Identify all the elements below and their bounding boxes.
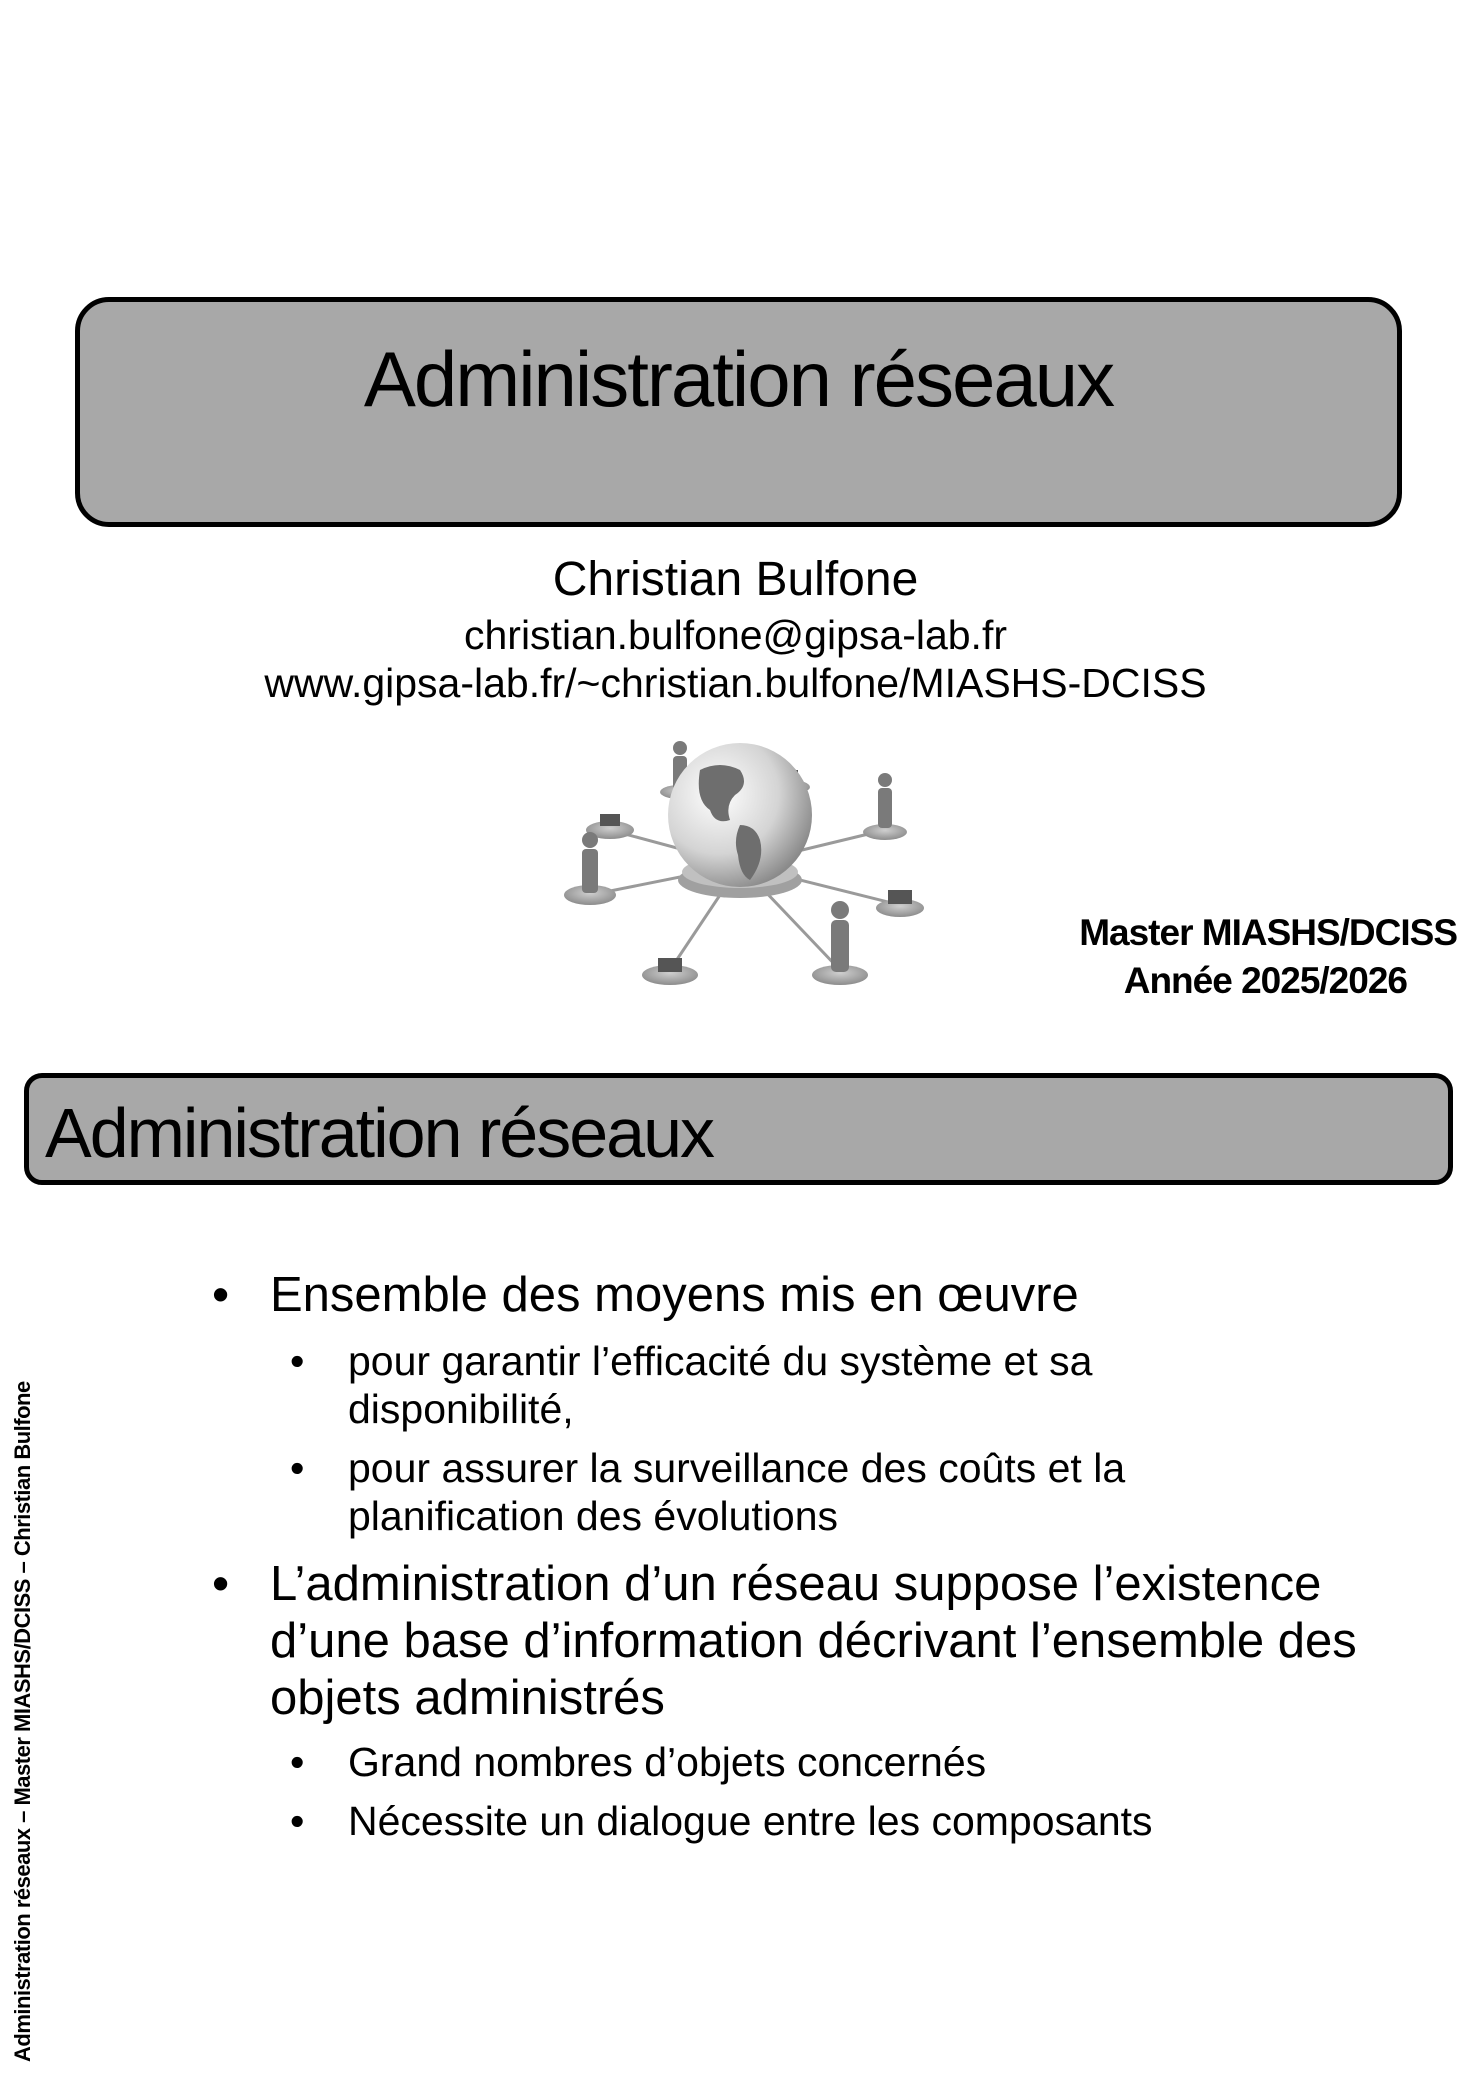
sub-bullet-item: • Grand nombres d’objets concernés xyxy=(348,1738,1298,1786)
sub-bullet-item: • Nécessite un dialogue entre les composants xyxy=(348,1797,1298,1845)
slide1-title-box xyxy=(75,297,1402,527)
slide1-title: Administration réseaux xyxy=(363,335,1114,423)
slide2-title: Administration réseaux xyxy=(45,1094,713,1172)
program-label: Master MIASHS/DCISS xyxy=(1079,912,1457,953)
slide-footer: Administration réseaux – Master MIASHS/DCISS – Christian Bulfone xyxy=(10,1381,35,2062)
sub-bullet-item: • pour assurer la surveillance des coûts et la planification des évolutions xyxy=(348,1444,1298,1540)
sub-bullet-item: • pour garantir l’efficacité du système et sa disponibilité, xyxy=(348,1337,1298,1433)
author-email: christian.bulfone@gipsa-lab.fr xyxy=(463,612,1007,658)
bullet-item: • L’administration d’un réseau suppose l’existence d’une base d’information décrivant l’ensemble des objets administrés xyxy=(270,1556,1430,1727)
year-label: Année 2025/2026 xyxy=(1123,960,1407,1001)
slide2-title-box xyxy=(24,1073,1453,1185)
author-name: Christian Bulfone xyxy=(552,553,919,606)
author-website: www.gipsa-lab.fr/~christian.bulfone/MIASHS-DCISS xyxy=(264,660,1207,706)
bullet-item: • Ensemble des moyens mis en œuvre xyxy=(270,1267,1430,1324)
